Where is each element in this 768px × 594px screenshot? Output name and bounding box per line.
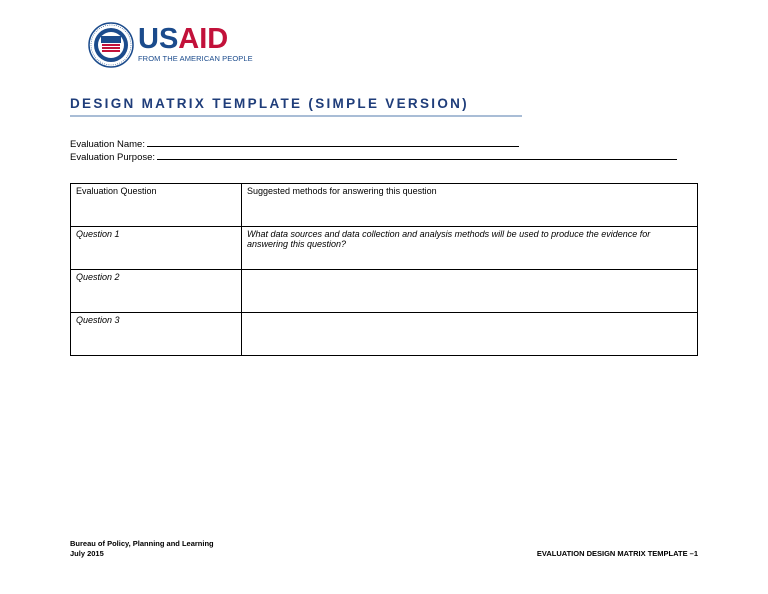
- evaluation-name-label: Evaluation Name:: [70, 139, 145, 150]
- question-cell: Question 2: [71, 270, 242, 313]
- header-cell-methods: Suggested methods for answering this question: [242, 184, 698, 227]
- question-cell: Question 3: [71, 313, 242, 356]
- design-matrix-table: [70, 183, 698, 356]
- footer-left: [70, 539, 214, 559]
- evaluation-purpose-field: [70, 150, 677, 163]
- footer-page-label: EVALUATION DESIGN MATRIX TEMPLATE –1: [536, 549, 698, 558]
- usaid-seal-icon: [88, 22, 134, 68]
- title-underline: [70, 115, 522, 117]
- usaid-logo: [88, 22, 258, 72]
- question-cell: Question 1: [71, 227, 242, 270]
- methods-cell[interactable]: [242, 270, 698, 313]
- evaluation-name-blank[interactable]: [147, 137, 519, 147]
- page-title: DESIGN MATRIX TEMPLATE (SIMPLE VERSION): [70, 96, 469, 111]
- evaluation-name-field: [70, 137, 519, 150]
- brand-word: [138, 24, 253, 54]
- brand-aid: AID: [178, 23, 229, 55]
- evaluation-purpose-blank[interactable]: [157, 150, 677, 160]
- table-row: [71, 313, 698, 356]
- usaid-wordmark: [138, 24, 253, 63]
- evaluation-purpose-label: Evaluation Purpose:: [70, 152, 156, 163]
- table-row: [71, 270, 698, 313]
- table-header-row: [71, 184, 698, 227]
- header-cell-question: Evaluation Question: [71, 184, 242, 227]
- methods-cell[interactable]: What data sources and data collection and analysis methods will be used to produce the evidence for answering this question?: [242, 227, 698, 270]
- footer-date: July 2015: [70, 549, 104, 558]
- brand-tagline: FROM THE AMERICAN PEOPLE: [138, 54, 253, 63]
- table-row: [71, 227, 698, 270]
- brand-us: US: [138, 23, 179, 55]
- footer-bureau: Bureau of Policy, Planning and Learning: [70, 539, 214, 548]
- methods-cell[interactable]: [242, 313, 698, 356]
